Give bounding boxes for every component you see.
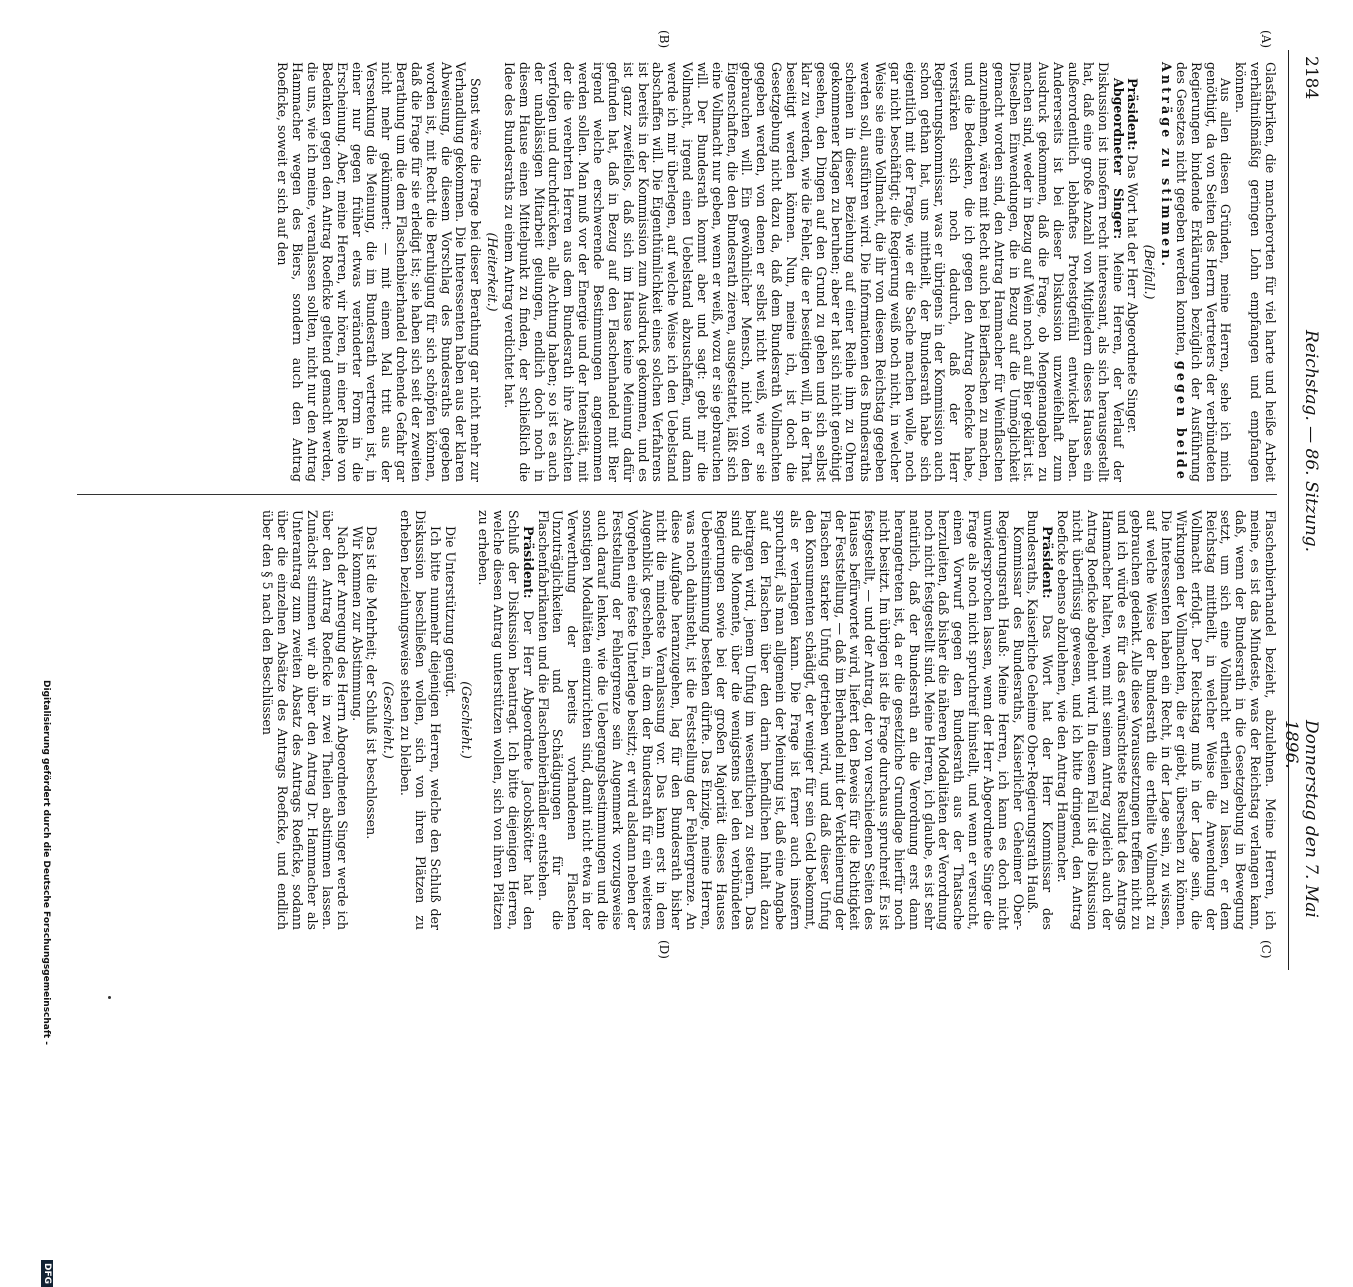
paragraph: Glasfabriken, die mancherorten für viel harte und heiße Arbeit verhältnißmäßig geringen Lohn empfangen und empfangen können. xyxy=(1233,62,1278,482)
stage-direction: (Heiterkeit.) xyxy=(485,232,501,312)
page-header xyxy=(1281,30,1335,970)
session-date: Donnerstag den 7. Mai 1896. xyxy=(1281,720,1321,918)
column-divider xyxy=(77,494,1277,495)
stage-direction: (Beifall.) xyxy=(1142,244,1158,300)
stage-direction: (Geschieht.) xyxy=(459,681,475,759)
paragraph xyxy=(1025,510,1055,930)
print-speck xyxy=(108,996,111,999)
left-column xyxy=(274,62,1277,482)
header-rule xyxy=(1288,50,1289,970)
paragraph: Sonst wäre die Frage bei dieser Berathung gar nicht mehr zur Verhandlung gekommen. Die Interessenten haben aus der klaren Abweisung, die diesem Vorschlag des Bundesraths gegeben worden ist, mit Recht die Beruhigung für sich schöpfen können, daß die Frage für sie erledigt ist; sie haben sich seit der zweiten Berathung um die dem Flaschenbierhandel drohende Gefahr gar nicht mehr gekümmert: — mit einem Mal tritt aus der Versenkung die Meinung, die im Bundesrath vertreten ist, in einer nur gegen früher etwas veränderter Form in die Erscheinung. Aber, meine Herren, wir hören, in einer Reihe von Bedenken gegen den Antrag Roeficke geltend gemacht werden, die uns, wie ich meine, veranlassen sollten, nicht nur den Antrag Hammacher wegen des Biers, sondern auch den Antrag Roeficke, soweit er sich auf den xyxy=(275,62,484,482)
digitization-credit: Digitalisierung gefördert durch die Deutsche Forschungsgemeinschaft - xyxy=(41,680,51,1045)
session-title: Reichstag. — 86. Sitzung. xyxy=(1301,330,1321,553)
speaker-label: Präsident: xyxy=(1040,526,1056,599)
paragraph xyxy=(1125,62,1140,482)
paragraph-text: Das Wort hat der Herr Kommissar des Bundesraths, Kaiserliche Geheime Ober-Regierungsrath Hauß. xyxy=(1025,510,1056,930)
paragraph xyxy=(535,510,1025,930)
paragraph xyxy=(1158,62,1232,482)
right-column xyxy=(260,510,1277,930)
paragraph-text: Das Wort hat der Herr Abgeordnete Singer. xyxy=(1125,154,1141,434)
page-number: 2184 xyxy=(1301,56,1321,100)
paragraph xyxy=(475,510,534,930)
paragraph xyxy=(501,62,1124,482)
paragraph-text: Meine Herren, der Verlauf der Diskussion ist insofern recht interessant, als sich herausgestellt hat, daß eine große Anzahl von Mitgliedern dieses Hauses ein außerordentlich lebhaftes Protestgefühl entwickelt haben. Andererseits ist bei dieser Diskussion unzweifelhaft zum Ausdruck gekommen, daß die Frage, ob Mengenangaben zu machen sind, weder in Bezug auf Wein noch auf Bier geklärt ist. Dieselben Einwendungen, die in Bezug auf die Unmöglichkeit gemacht worden sind, den Antrag Hammacher für Weinflaschen anzunehmen, wären mit Recht auch bei Bierflaschen zu machen, und die Bedenken, die ich gegen den Antrag Roeficke habe, verstärken sich noch dadurch, daß der Herr Regierungskommissar, was er übrigens in der Kommission auch schon gethan hat, uns mittheilt, der Bundesrath habe sich eigentlich mit der Frage, wie er die Sache machen wolle, noch gar nicht beschäftigt; die Regierung weiß noch nicht, in welcher Weise sie eine Vollmacht, die ihr von diesem Reichstag gegeben werden soll, ausführen wird. Die Informationen des Bundesraths scheinen in dieser Beziehung auf einer Reihe ihm zu Ohren gekommener Klagen zu beruhen; aber er hat sich nicht genöthigt gesehen, den Dingen auf den Grund zu gehen und sich selbst klar zu werden, wie die Fehler, die er beseitigen will, in der That beseitigt werden können. Nun, meine ich, ist doch die Gesetzgebung nicht dazu da, daß dem Bundesrath Vollmachten gegeben werden, von denen er selbst nicht weiß, wie er sie gebrauchen will. Ein gewöhnlicher Mensch, nicht von den Eigenschaften, die den Bundesrath zieren, ausgestattet, läßt sich eine Vollmacht nur geben, wenn er weiß, wozu er sie gebrauchen will. Der Bundesrath kommt aber und sagt: gebt mir die Vollmacht, irgend einen Uebelstand abzuschaffen, und dann werde ich mir überlegen, auf welche Weise ich den Uebelstand abschaffen will. Die Eigenthümlichkeit eines solchen Verfahrens ist bereits in der Kommission zum Ausdruck gekommen, und es ist ganz zweifellos, daß sich im Hause keine Meinung dafür gefunden hat, daß in Bezug auf den Flaschenhandel mit Bier irgend welche erschwerende Bestimmungen angenommen werden sollen. Man muß vor der Energie und der Intensität, mit der die verehrten Herren aus dem Bundesrath ihre Absichten verfolgen und durchdrücken, alle Achtung haben; so ist es auch der unablässigen Mitarbeit gelungen, endlich doch noch in diesem Hause einen Mittelpunkt zu finden, der schließlich die Idee des Bundesraths zu einem Antrag verdichtet hat. xyxy=(501,62,1126,482)
speaker-label: Präsident: xyxy=(520,526,536,599)
speaker-label: Kommissar des Bundesraths, Kaiserlicher Geheimer Ober-Regierungsrath Hauß: xyxy=(995,510,1026,930)
margin-mark-a: (A) xyxy=(1259,30,1273,49)
speaker-label: Abgeordneter Singer: xyxy=(1110,78,1126,240)
paragraph: Ich bitte nunmehr diejenigen Herren, welche den Schluß der Diskussion beschließen wollen, sich von ihren Plätzen zu erheben beziehungsweise stehen zu bleiben. xyxy=(398,510,443,930)
stage-direction: (Geschieht.) xyxy=(381,681,397,759)
paragraph: Nach der Anregung des Herrn Abgeordneten Singer werde ich über den Antrag Roeficke in zwei Theilen abstimmen lassen. Zunächst stimmen wir ab über den Antrag Dr. Hammacher als Unterantrag zum zweiten Absatz des Antrags Roeficke, sodann über die einzelnen Absätze des Antrags Roeficke, und endlich über den § 5 nach den Beschlüssen xyxy=(260,510,350,930)
paragraph: Das ist die Mehrheit; der Schluß ist beschlossen. xyxy=(364,526,380,840)
dfg-logo: DFG xyxy=(41,1260,53,1287)
paragraph-text: Meine Herren, ich kann es doch nicht unwidersprochen lassen, wenn der Herr Abgeordnete Singer die Frage als noch nicht spruchreif hinstellt, und wenn er versucht, einen Vorwurf gegen den Bundesrath aus der Thatsache herzuleiten, daß bisher die näheren Modalitäten der Verordnung noch nicht festgestellt sind. Meine Herren, ich glaube, es ist sehr natürlich, daß der Bundesrath an die Verordnung erst dann herangetreten ist, da er die gesetzliche Grundlage hierfür noch nicht besitzt. Im übrigen ist die Frage durchaus spruchreif. Es ist festgestellt, — und der Antrag, der von verschiedenen Seiten des Hauses befürwortet wird, liefert den Beweis für die Richtigkeit der Feststellung, — daß im Bierhandel mit der Verkleinerung der Flaschen starker Unfug getrieben wird, und daß dieser Unfug den Konsumenten schädigt, der weniger für sein Geld bekommt, als er verlangen kann. Die Frage ist ferner auch insofern spruchreif, als man allgemein der Meinung ist, daß eine Angabe auf den Flaschen über den darin befindlichen Inhalt dazu beitragen wird, jenem Unfug im wesentlichen zu steuern. Das sind die Momente, über die wenigstens bei den verbündeten Regierungen sowie bei der großen Majorität dieses Hauses Uebereinstimmung bestehen dürfte. Das Einzige, meine Herren, was noch dahinsteht, ist die Feststellung der Fehlergrenze. An diese Aufgabe heranzugehen, lag für den Bundesrath bisher nicht die mindeste Veranlassung vor. Das kann erst in dem Augenblick geschehen, in dem der Bundesrath für ein weiteres Vorgehen eine feste Unterlage besitzt; er wird alsdann neben der Feststellung der Fehlergrenze sein Augenmerk vorzugsweise auch darauf lenken, wie die Uebergangsbestimmungen und die sonstigen Modalitäten einzurichten sind, damit nicht etwa in der Verwerthung der bereits vorhandenen Flaschen Unzuträglichkeiten und Schädigungen für die Flaschenfabrikanten und die Flaschenbierhändler entstehen. xyxy=(535,510,1011,930)
paragraph: Wir kommen zur Abstimmung. xyxy=(349,526,365,722)
margin-mark-d: (D) xyxy=(657,940,671,959)
margin-mark-c: (C) xyxy=(1259,940,1273,959)
paragraph: Flaschenbierhandel bezieht, abzulehnen. Meine Herren, ich meine, es ist das Mindeste, was der Reichstag verlangen kann, daß, wenn der Bundesrath in die Gesetzgebung in Bewegung setzt, um sich eine Vollmacht ertheilen zu lassen, er dem Reichstag mittheilt, in welcher Weise die Anwendung der Vollmacht erfolgt. Der Reichstag muß in der Lage sein, die Wirkungen der Vollmachten, die er giebt, übersehen zu können. Die Interessenten haben ein Recht, in der Lage sein, zu wissen, auf welche Weise der Bundesrath die ertheilte Vollmacht zu gebrauchen gedenkt. Alle diese Voraussetzungen treffen nicht zu und ich würde es für das erwünschteste Resultat des Antrags Hammacher halten, wenn mit seinem Antrag zugleich auch der Antrag Roeficke abgelehnt wird. In diesem Fall ist die Diskussion nicht überflüssig gewesen, und ich bitte dringend, den Antrag Roeficke ebenso abzulehnen, wie den Antrag Hammacher. xyxy=(1055,510,1278,930)
speaker-label: Präsident: xyxy=(1125,78,1141,151)
paragraph-text: Aus allen diesen Gründen, meine Herren, sehe ich mich genöthigt, da von Seiten des Herrn Vertreters der verbündeten Regierungen bindende Erklärungen bezüglich der Ausführung des Gesetzes nicht gegeben werden konnten, xyxy=(1173,62,1234,482)
paragraph-text: Der Herr Abgeordnete Jacobskötter hat den Schluß der Diskussion beantragt. Ich bitte diejenigen Herren, welche diesen Antrag unterstützen wollen, sich von ihren Plätzen zu erheben. xyxy=(476,510,536,930)
spaced-emphasis: gegen beide Anträge zu stimmen. xyxy=(1159,62,1189,482)
paragraph: Die Unterstützung genügt. xyxy=(442,526,458,698)
margin-mark-b: (B) xyxy=(657,30,671,49)
